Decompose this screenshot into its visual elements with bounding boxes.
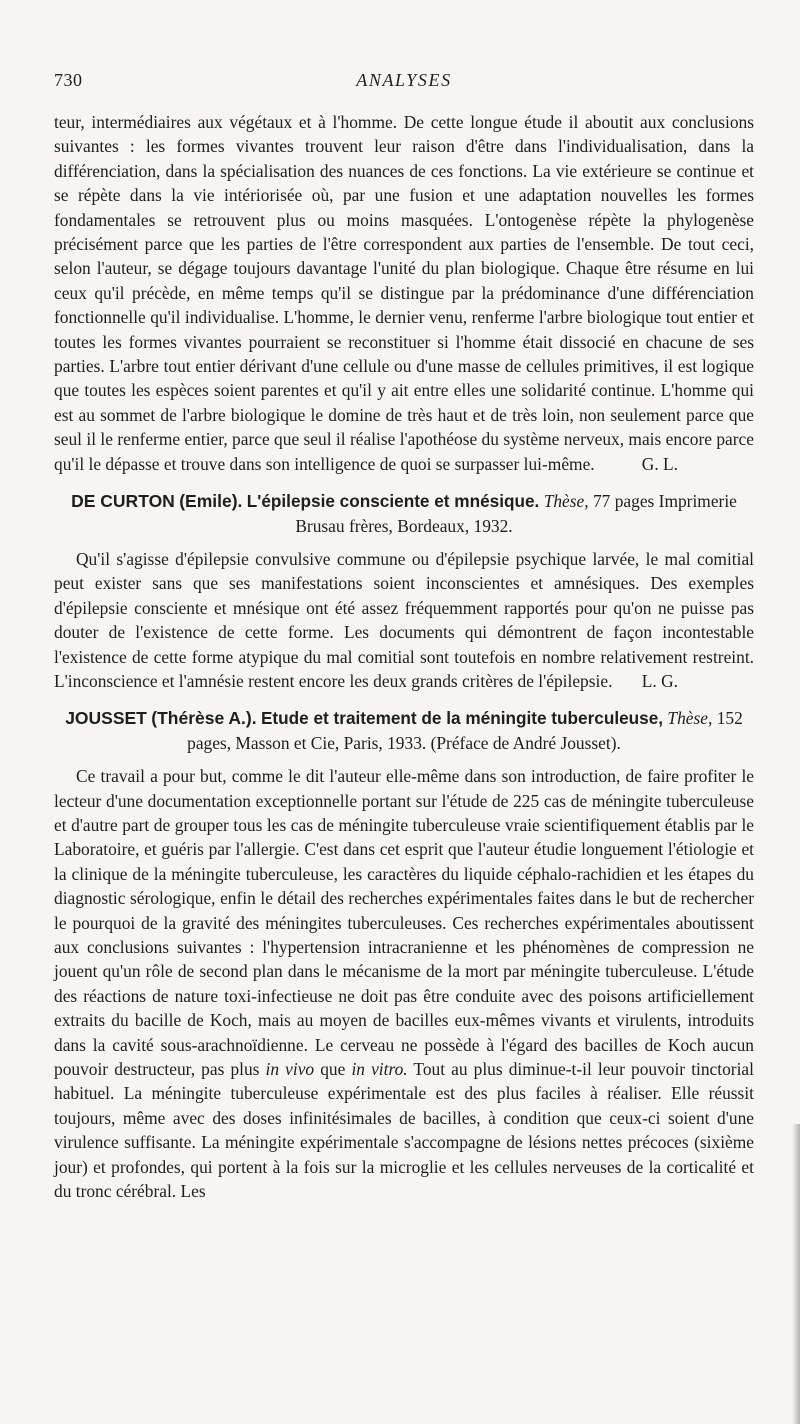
review-title: L'épilepsie consciente et mnésique. [246, 491, 540, 512]
continued-review-signature: G. L. [641, 453, 678, 474]
page-number: 730 [54, 70, 83, 90]
review-heading-jousset [54, 706, 754, 755]
review-thesis-label: Thèse, [543, 491, 589, 512]
review-details: 152 pages, Masson et Cie, Paris, 1933. (Préface de André Jousset). [187, 708, 743, 753]
continued-review-text: teur, intermédiaires aux végétaux et à l'homme. De cette longue étude il aboutit aux conclusions suivantes : les formes vivantes trouvent leur raison d'être dans l'individualisation, dans la différenciation, dans la spécialisation des nuances de ces fonctions. La vie extérieure se continue et se répète dans la vie intériorisée où, par une fusion et une adaptation nouvelles les formes fondamentales se retrouvent plus ou moins masquées. L'ontogenèse répète la phylogenèse précisément parce que les parties de l'être correspondent aux parties de l'ensemble. De tout ceci, selon l'auteur, se dégage toujours davantage l'unité du plan biologique. Chaque être résume en lui ceux qu'il précède, en même temps qu'il se distingue par la prédominance d'une différenciation fonctionnelle qu'il individualise. L'homme, le dernier venu, renferme l'arbre biologique tout entier et toutes les formes vivantes pourraient se reconstituer si l'homme était dissocié en chacune de ses parties. L'arbre tout entier dérivant d'une cellule ou d'une masse de cellules primitives, il est logique que toutes les espèces soient parentes et qu'il y ait entre elles une solidarité continue. L'homme qui est au sommet de l'arbre biologique le domine de très haut et de très loin, non seulement parce que seul il le renferme entier, parce que seul il réalise l'apothéose du système nerveux, mais encore parce qu'il le dépasse et trouve dans son intelligence de quoi se surpasser lui-même. [54, 112, 754, 474]
review-text: Qu'il s'agisse d'épilepsie convulsive commune ou d'épilepsie psychique larvée, le mal comitial peut exister sans que ses manifestations soient inconscientes et amnésiques. Des exemples d'épilepsie consciente et mnésique ont été assez fréquemment rapportés pour qu'on ne puisse pas douter de l'existence de cette forme. Les documents qui démontrent de façon incontestable l'existence de cette forme atypique du mal comitial sont toutefois en nombre relativement restreint. L'inconscience et l'amnésie restent encore les deux grands critères de l'épilepsie. [54, 548, 754, 691]
review-thesis-label: Thèse, [667, 708, 713, 729]
review-text-part2: Tout au plus diminue-t-il leur pouvoir tinctorial habituel. La méningite tuberculeuse expérimentale est des plus faciles à réaliser. Elle réussit toujours, même avec des doses infinitésimales de bacilles, à condition que ceux-ci soient d'une virulence suffisante. La méningite expérimentale s'accompagne de lésions nettes précoces (sixième jour) et profondes, qui portent à la fois sur la microglie et les cellules nerveuses de la corticalité et du tronc cérébral. Les [54, 1059, 754, 1202]
review-title: Etude et traitement de la méningite tuberculeuse, [260, 708, 664, 729]
review-author-name: (Emile). [179, 491, 243, 512]
in-vivo-term: in vivo [265, 1059, 315, 1080]
review-author: DE CURTON [71, 491, 175, 512]
review-details: 77 pages Imprimerie Brusau frères, Bordeaux, 1932. [295, 491, 737, 536]
running-title: ANALYSES [356, 70, 452, 90]
review-author: JOUSSET [65, 708, 147, 729]
review-author-name: (Thérèse A.). [151, 708, 257, 729]
review-text-part1: Ce travail a pour but, comme le dit l'auteur elle-même dans son introduction, de faire profiter le lecteur d'une documentation exceptionnelle portant sur l'étude de 225 cas de méningite tuberculeuse et d'autre part de grouper tous les cas de méningite tuberculeuse vraie scientifiquement établis par le Laboratoire, et guéris par l'allergie. C'est dans cet esprit que l'auteur étudie longuement l'étiologie et la clinique de la méningite tuberculeuse, les caractères du liquide céphalo-rachidien et les étapes du diagnostic sérologique, enfin le détail des recherches expérimentales faites dans le but de rechercher le pourquoi de la gravité des méningites tuberculeuses. Ces recherches expérimentales aboutissent aux conclusions suivantes : l'hypertension intracranienne et les phénomènes de compression ne jouent qu'un rôle de second plan dans le mécanisme de la mort par méningite tuberculeuse. L'étude des réactions de nature toxi-infectieuse ne doit pas être conduite avec des poisons artificiellement extraits du bacille de Koch, mais au moyen de bacilles eux-mêmes vivants et virulents, introduits dans la cavité sous-arachnoïdienne. Le cerveau ne possède à l'égard des bacilles de Koch aucun pouvoir destructeur, pas plus [54, 766, 754, 1080]
page-edge-shadow [792, 1124, 800, 1424]
page-header [54, 70, 754, 98]
review-text-que: que [320, 1059, 346, 1080]
review-text-jousset [54, 764, 754, 1203]
in-vitro-term: in vitro. [351, 1059, 408, 1080]
review-text-curton [54, 547, 754, 693]
page-body [54, 110, 754, 1203]
review-signature: L. G. [641, 670, 678, 691]
review-heading-curton [54, 489, 754, 538]
continued-review [54, 110, 754, 476]
